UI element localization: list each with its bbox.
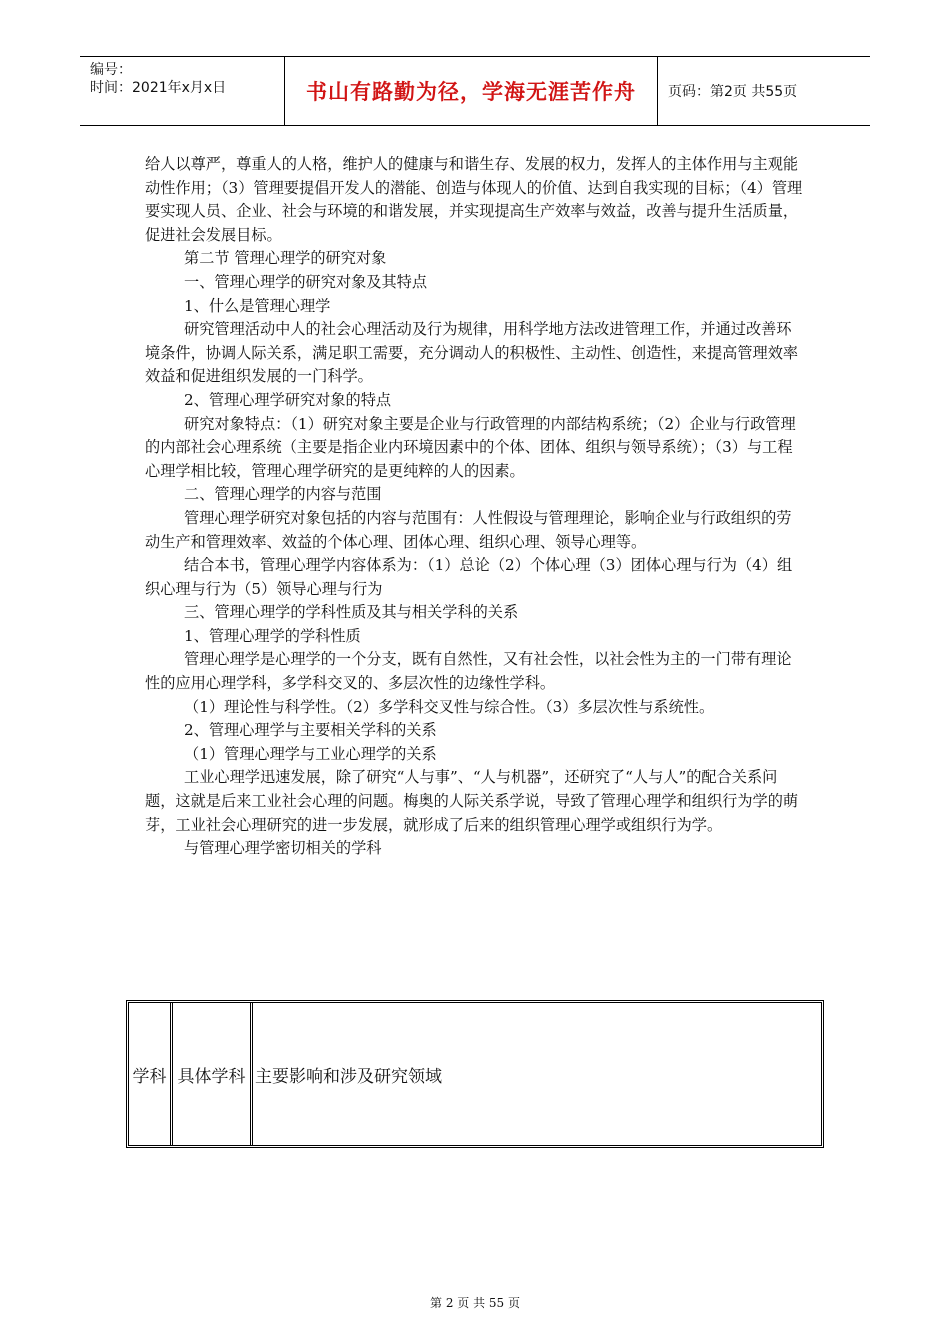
page-footer: 第 2 页 共 55 页 (430, 1296, 520, 1310)
body-paragraph: 1、什么是管理心理学 (184, 296, 331, 315)
table-header-influence-areas: 主要影响和涉及研究领域 (255, 1066, 442, 1087)
table-header-discipline: 学科 (129, 1003, 173, 1145)
body-paragraph: 研究管理活动中人的社会心理活动及行为规律，用科学地方法改进管理工作，并通过改善环境条件，协调人际关系，满足职工需要，充分调动人的积极性、主动性、创造性，来提高管理效率效益和促进组织发展的一门科学。 (145, 320, 799, 386)
document-time-label: 时间：2021年x月x日 (90, 80, 227, 96)
related-disciplines-table (126, 1000, 824, 1148)
body-paragraph: （1）理论性与科学性。（2）多学科交叉性与综合性。（3）多层次性与系统性。 (184, 697, 715, 716)
body-paragraph: 2、管理心理学研究对象的特点 (184, 390, 392, 409)
body-paragraph: 研究对象特点：（1）研究对象主要是企业与行政管理的内部结构系统；（2）企业与行政管理的内部社会心理系统（主要是指企业内环境因素中的个体、团体、组织与领导系统）；（3）与工程心理学相比较，管理心理学研究的是更纯粹的人的因素。 (145, 414, 796, 480)
body-paragraph: 结合本书，管理心理学内容体系为：（1）总论（2）个体心理（3）团体心理与行为（4）组织心理与行为（5）领导心理与行为 (145, 556, 793, 598)
table-header-specific-discipline: 具体学科 (173, 1003, 253, 1145)
body-paragraph: 给人以尊严，尊重人的人格，维护人的健康与和谐生存、发展的权力，发挥人的主体作用与主观能动性作用；（3）管理要提倡开发人的潜能、创造与体现人的价值、达到自我实现的目标；（4）管理要实现人员、企业、社会与环境的和谐发展，并实现提高生产效率与效益，改善与提升生活质量，促进社会发展目标。 (145, 155, 803, 244)
header-meta (80, 57, 284, 125)
header-page-info: 页码：第2页 共55页 (668, 84, 798, 100)
body-paragraph: 二、管理心理学的内容与范围 (184, 485, 382, 504)
body-paragraph: 与管理心理学密切相关的学科 (184, 839, 382, 858)
body-paragraph: 一、管理心理学的研究对象及其特点 (184, 272, 427, 291)
page-header (80, 56, 870, 126)
body-paragraph: 第二节 管理心理学的研究对象 (184, 249, 387, 268)
document-body (145, 153, 803, 861)
document-number-label: 编号： (90, 62, 132, 78)
body-paragraph: 1、管理心理学的学科性质 (184, 626, 361, 645)
body-paragraph: 2、管理心理学与主要相关学科的关系 (184, 721, 437, 740)
body-paragraph: 工业心理学迅速发展，除了研究“人与事”、“人与机器”，还研究了“人与人”的配合关系问题，这就是后来工业社会心理的问题。梅奥的人际关系学说，导致了管理心理学和组织行为学的萌芽，工业社会心理研究的进一步发展，就形成了后来的组织管理心理学或组织行为学。 (145, 768, 799, 834)
body-paragraph: 管理心理学研究对象包括的内容与范围有：人性假设与管理理论，影响企业与行政组织的劳动生产和管理效率、效益的个体心理、团体心理、组织心理、领导心理等。 (145, 508, 792, 551)
header-motto: 书山有路勤为径，学海无涯苦作舟 (284, 57, 658, 125)
body-paragraph: 三、管理心理学的学科性质及其与相关学科的关系 (184, 603, 519, 622)
body-paragraph: （1）管理心理学与工业心理学的关系 (184, 744, 437, 763)
body-paragraph: 管理心理学是心理学的一个分支，既有自然性，又有社会性，以社会性为主的一门带有理论性的应用心理学科，多学科交叉的、多层次性的边缘性学科。 (145, 650, 792, 693)
